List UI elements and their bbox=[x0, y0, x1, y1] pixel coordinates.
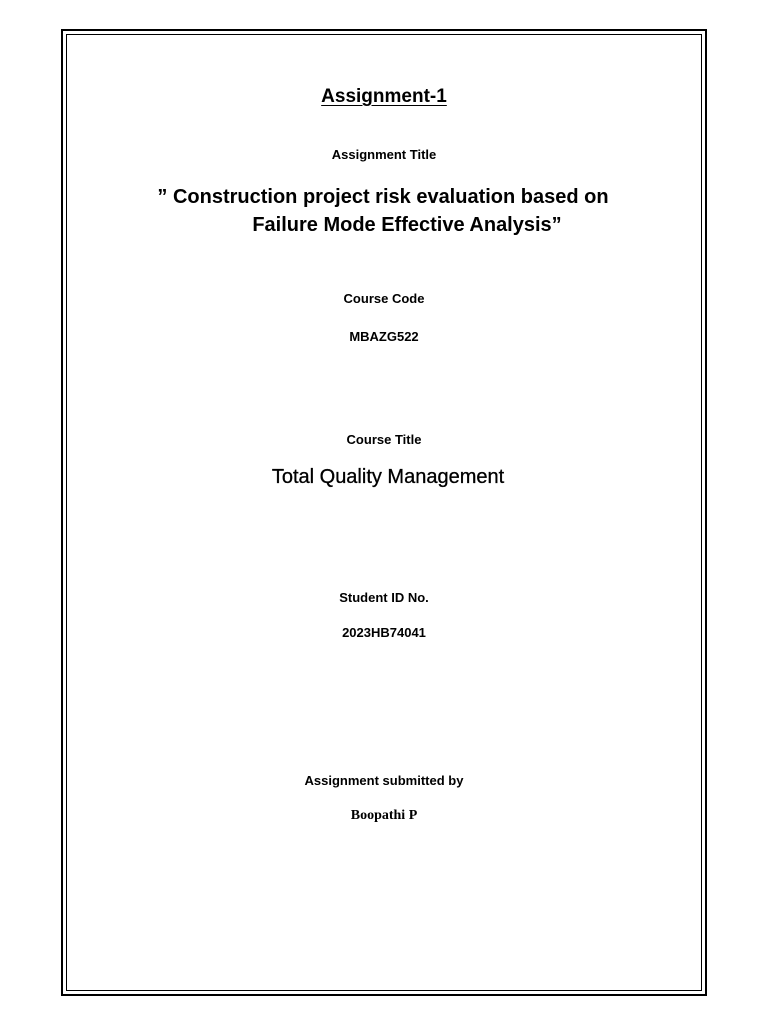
assignment-heading: Assignment-1 bbox=[321, 86, 447, 107]
assignment-title-line-2: Failure Mode Effective Analysis” bbox=[252, 214, 562, 236]
page-border bbox=[61, 29, 707, 996]
submitted-by-value: Boopathi P bbox=[350, 808, 418, 823]
course-title-value: Total Quality Management bbox=[271, 466, 505, 488]
student-id-value: 2023HB74041 bbox=[342, 625, 426, 640]
student-id-label: Student ID No. bbox=[339, 590, 429, 605]
course-code-label: Course Code bbox=[343, 291, 425, 306]
assignment-title-label: Assignment Title bbox=[331, 147, 437, 162]
submitted-by-label: Assignment submitted by bbox=[304, 773, 464, 788]
page-border-inner bbox=[66, 34, 702, 991]
course-title-label: Course Title bbox=[346, 432, 422, 447]
assignment-title-line-1: ” Construction project risk evaluation based on bbox=[157, 186, 609, 208]
course-code-value: MBAZG522 bbox=[349, 329, 419, 344]
